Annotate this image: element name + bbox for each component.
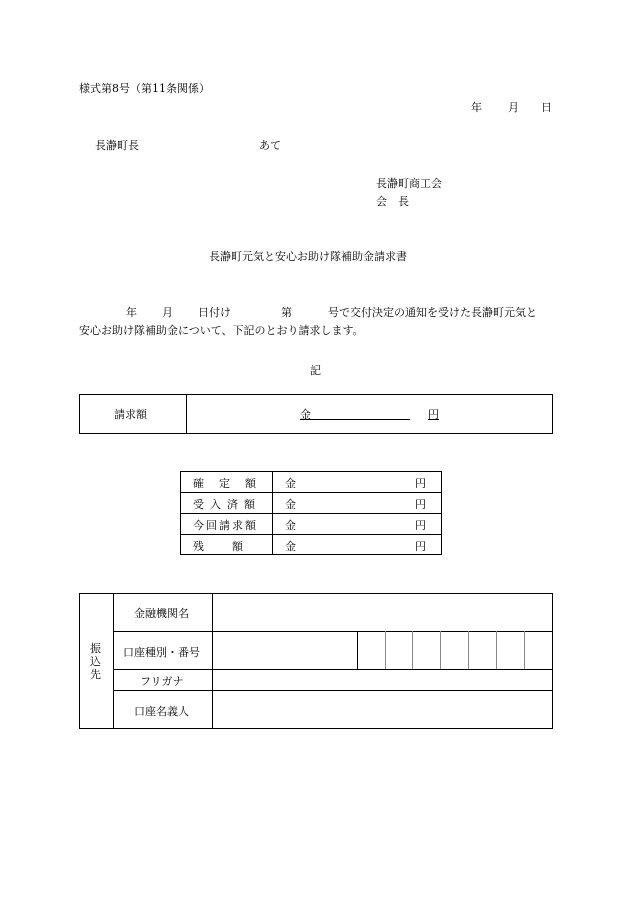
summary-row-line-2 [180, 513, 442, 514]
summary-en-2: 円 [415, 498, 426, 511]
bank-row-line-2 [113, 669, 553, 670]
account-cell-divider-3 [440, 631, 441, 669]
bank-row-label-1: 金融機関名 [134, 607, 189, 620]
summary-row-line-3 [180, 534, 442, 535]
account-cell-divider-main [357, 631, 358, 669]
ki-label: 記 [310, 364, 321, 377]
request-en: 円 [428, 408, 439, 421]
summary-en-3: 円 [415, 519, 426, 532]
addressee-name: 長瀞町長 [95, 139, 139, 152]
sender-org: 長瀞町商工会 [376, 177, 442, 190]
summary-label-2: 受入済額 [193, 498, 261, 511]
summary-kin-1: 金 [285, 477, 296, 490]
sender-title: 会 長 [376, 195, 409, 208]
account-cell-divider-5 [496, 631, 497, 669]
summary-label-1: 確 定 額 [193, 477, 258, 490]
request-label: 請求額 [114, 408, 147, 421]
summary-row-line-1 [180, 492, 442, 493]
summary-label-4: 残 額 [193, 540, 245, 553]
bank-row-label-4: 口座名義人 [134, 705, 189, 718]
request-kin-text: 金 [300, 408, 311, 421]
bank-side-label: 振込先 [90, 642, 101, 681]
summary-kin-3: 金 [285, 519, 296, 532]
body-number-prefix: 第 [281, 306, 292, 319]
body-line2: 安心お助け隊補助金について、下記のとおり請求します。 [79, 324, 364, 337]
bank-row-label-2: 口座種別・番号 [123, 646, 200, 659]
summary-label-3: 今回請求額 [193, 519, 258, 532]
bank-label-divider [212, 593, 213, 729]
body-dated: 日付け [198, 306, 231, 319]
account-cell-divider-6 [524, 631, 525, 669]
account-cell-divider-4 [468, 631, 469, 669]
request-divider [186, 394, 187, 434]
bank-side-divider [113, 593, 114, 729]
date-year: 年 [471, 101, 482, 114]
body-month: 月 [162, 306, 173, 319]
account-cell-divider-1 [385, 631, 386, 669]
account-cell-divider-2 [412, 631, 413, 669]
date-month: 月 [508, 101, 519, 114]
body-line1: 号で交付決定の通知を受けた長瀞町元気と [328, 306, 537, 319]
bank-row-line-1 [113, 631, 553, 632]
request-kin [300, 406, 410, 422]
summary-en-4: 円 [415, 540, 426, 553]
bank-row-label-3: フリガナ [140, 675, 184, 688]
form-number: 様式第8号（第11条関係） [79, 82, 210, 95]
document-title: 長瀞町元気と安心お助け隊補助金請求書 [209, 250, 407, 263]
date-day: 日 [541, 101, 552, 114]
body-year: 年 [126, 306, 137, 319]
summary-kin-4: 金 [285, 540, 296, 553]
summary-en-1: 円 [415, 477, 426, 490]
summary-kin-2: 金 [285, 498, 296, 511]
addressee-suffix: あて [259, 139, 281, 152]
bank-row-line-3 [113, 690, 553, 691]
